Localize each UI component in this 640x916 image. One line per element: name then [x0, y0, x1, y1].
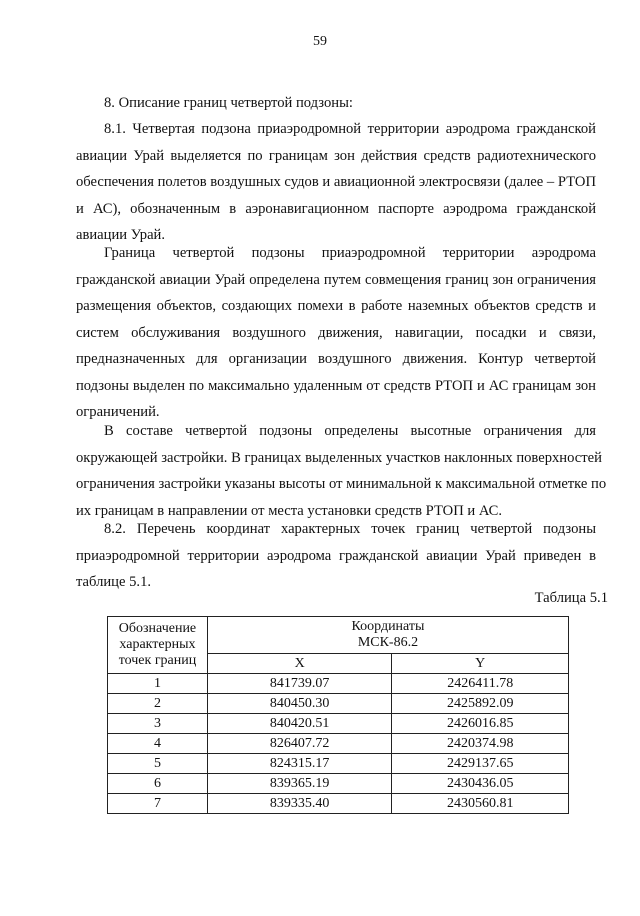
- text-line: 8.2. Перечень координат характерных точек границ четвертой подзоны: [104, 521, 596, 537]
- page-number: 59: [313, 34, 327, 49]
- point-number: 5: [108, 754, 208, 774]
- table-caption: Таблица 5.1: [534, 590, 608, 606]
- coord-y: 2426411.78: [392, 674, 569, 694]
- section-heading: [76, 90, 596, 117]
- text-line: размещения объектов, создающих помехи в работе наземных объектов средств и: [76, 298, 596, 314]
- text-line: предназначенных для организации воздушного движения. Контур четвертой: [76, 351, 596, 367]
- point-number: 6: [108, 774, 208, 794]
- text-line: систем обслуживания воздушного движения, навигации, посадки и связи,: [76, 324, 596, 341]
- paragraph-8-1: [76, 116, 596, 249]
- coord-x: 840450.30: [207, 694, 391, 714]
- text-line: авиации Урай.: [76, 227, 166, 243]
- point-number: 2: [108, 694, 208, 714]
- coord-y: 2430560.81: [392, 794, 569, 814]
- text-line: таблице 5.1.: [76, 574, 152, 590]
- header-coordinates: [207, 617, 568, 654]
- point-number: 4: [108, 734, 208, 754]
- text-line: и АС), обозначенным в аэронавигационном паспорте аэродрома гражданской: [76, 200, 596, 217]
- coord-y: 2429137.65: [392, 754, 569, 774]
- text-line: ограничений.: [76, 404, 160, 420]
- coord-x: 840420.51: [207, 714, 391, 734]
- coord-y: 2425892.09: [392, 694, 569, 714]
- table-row: [108, 794, 569, 814]
- text-line: подзоны выделен по максимально удаленным от средств РТОП и АС границам зон: [76, 377, 596, 394]
- text-line: их границам в направлении от места установки средств РТОП и АС.: [76, 502, 503, 519]
- coord-y: 2420374.98: [392, 734, 569, 754]
- text-line: обеспечения полетов воздушных судов и авиационной электросвязи (далее – РТОП: [76, 174, 596, 190]
- coord-x: 826407.72: [207, 734, 391, 754]
- table-row: [108, 694, 569, 714]
- coordinates-table: [107, 616, 569, 814]
- coord-x: 839365.19: [207, 774, 391, 794]
- coord-x: 839335.40: [207, 794, 391, 814]
- text-line: Граница четвертой подзоны приаэродромной территории аэродрома: [104, 245, 596, 261]
- table-row: [108, 734, 569, 754]
- text-line: ограничения застройки указаны высоты от минимальной к максимальной отметке по: [76, 476, 607, 492]
- coord-x: 824315.17: [207, 754, 391, 774]
- header-coordinates-title: Координаты: [351, 619, 425, 634]
- heading-text: 8. Описание границ четвертой подзоны:: [104, 95, 353, 111]
- header-y: Y: [392, 654, 569, 674]
- header-points: Обозначение характерных точек границ: [108, 617, 208, 674]
- point-number: 3: [108, 714, 208, 734]
- table-row: [108, 714, 569, 734]
- paragraph-height-limits: [76, 418, 607, 524]
- coord-x: 841739.07: [207, 674, 391, 694]
- point-number: 1: [108, 674, 208, 694]
- coord-y: 2430436.05: [392, 774, 569, 794]
- text-line: авиации Урай выделяется по границам зон действия средств радиотехнического: [76, 147, 596, 164]
- table-row: [108, 754, 569, 774]
- paragraph-boundary: [76, 240, 596, 426]
- text-line: приаэродромной территории аэродрома гражданской авиации Урай приведен в: [76, 547, 596, 564]
- text-line: 8.1. Четвертая подзона приаэродромной территории аэродрома гражданской: [104, 121, 596, 137]
- coord-y: 2426016.85: [392, 714, 569, 734]
- text-line: окружающей застройки. В границах выделенных участков наклонных поверхностей: [76, 449, 602, 466]
- table-row: [108, 774, 569, 794]
- table-row: [108, 674, 569, 694]
- paragraph-8-2: [76, 516, 596, 596]
- text-line: гражданской авиации Урай определена путем совмещения границ зон ограничения: [76, 271, 596, 288]
- header-coordinates-system: МСК-86.2: [357, 635, 419, 650]
- header-x: X: [207, 654, 391, 674]
- point-number: 7: [108, 794, 208, 814]
- text-line: В составе четвертой подзоны определены высотные ограничения для: [104, 423, 596, 439]
